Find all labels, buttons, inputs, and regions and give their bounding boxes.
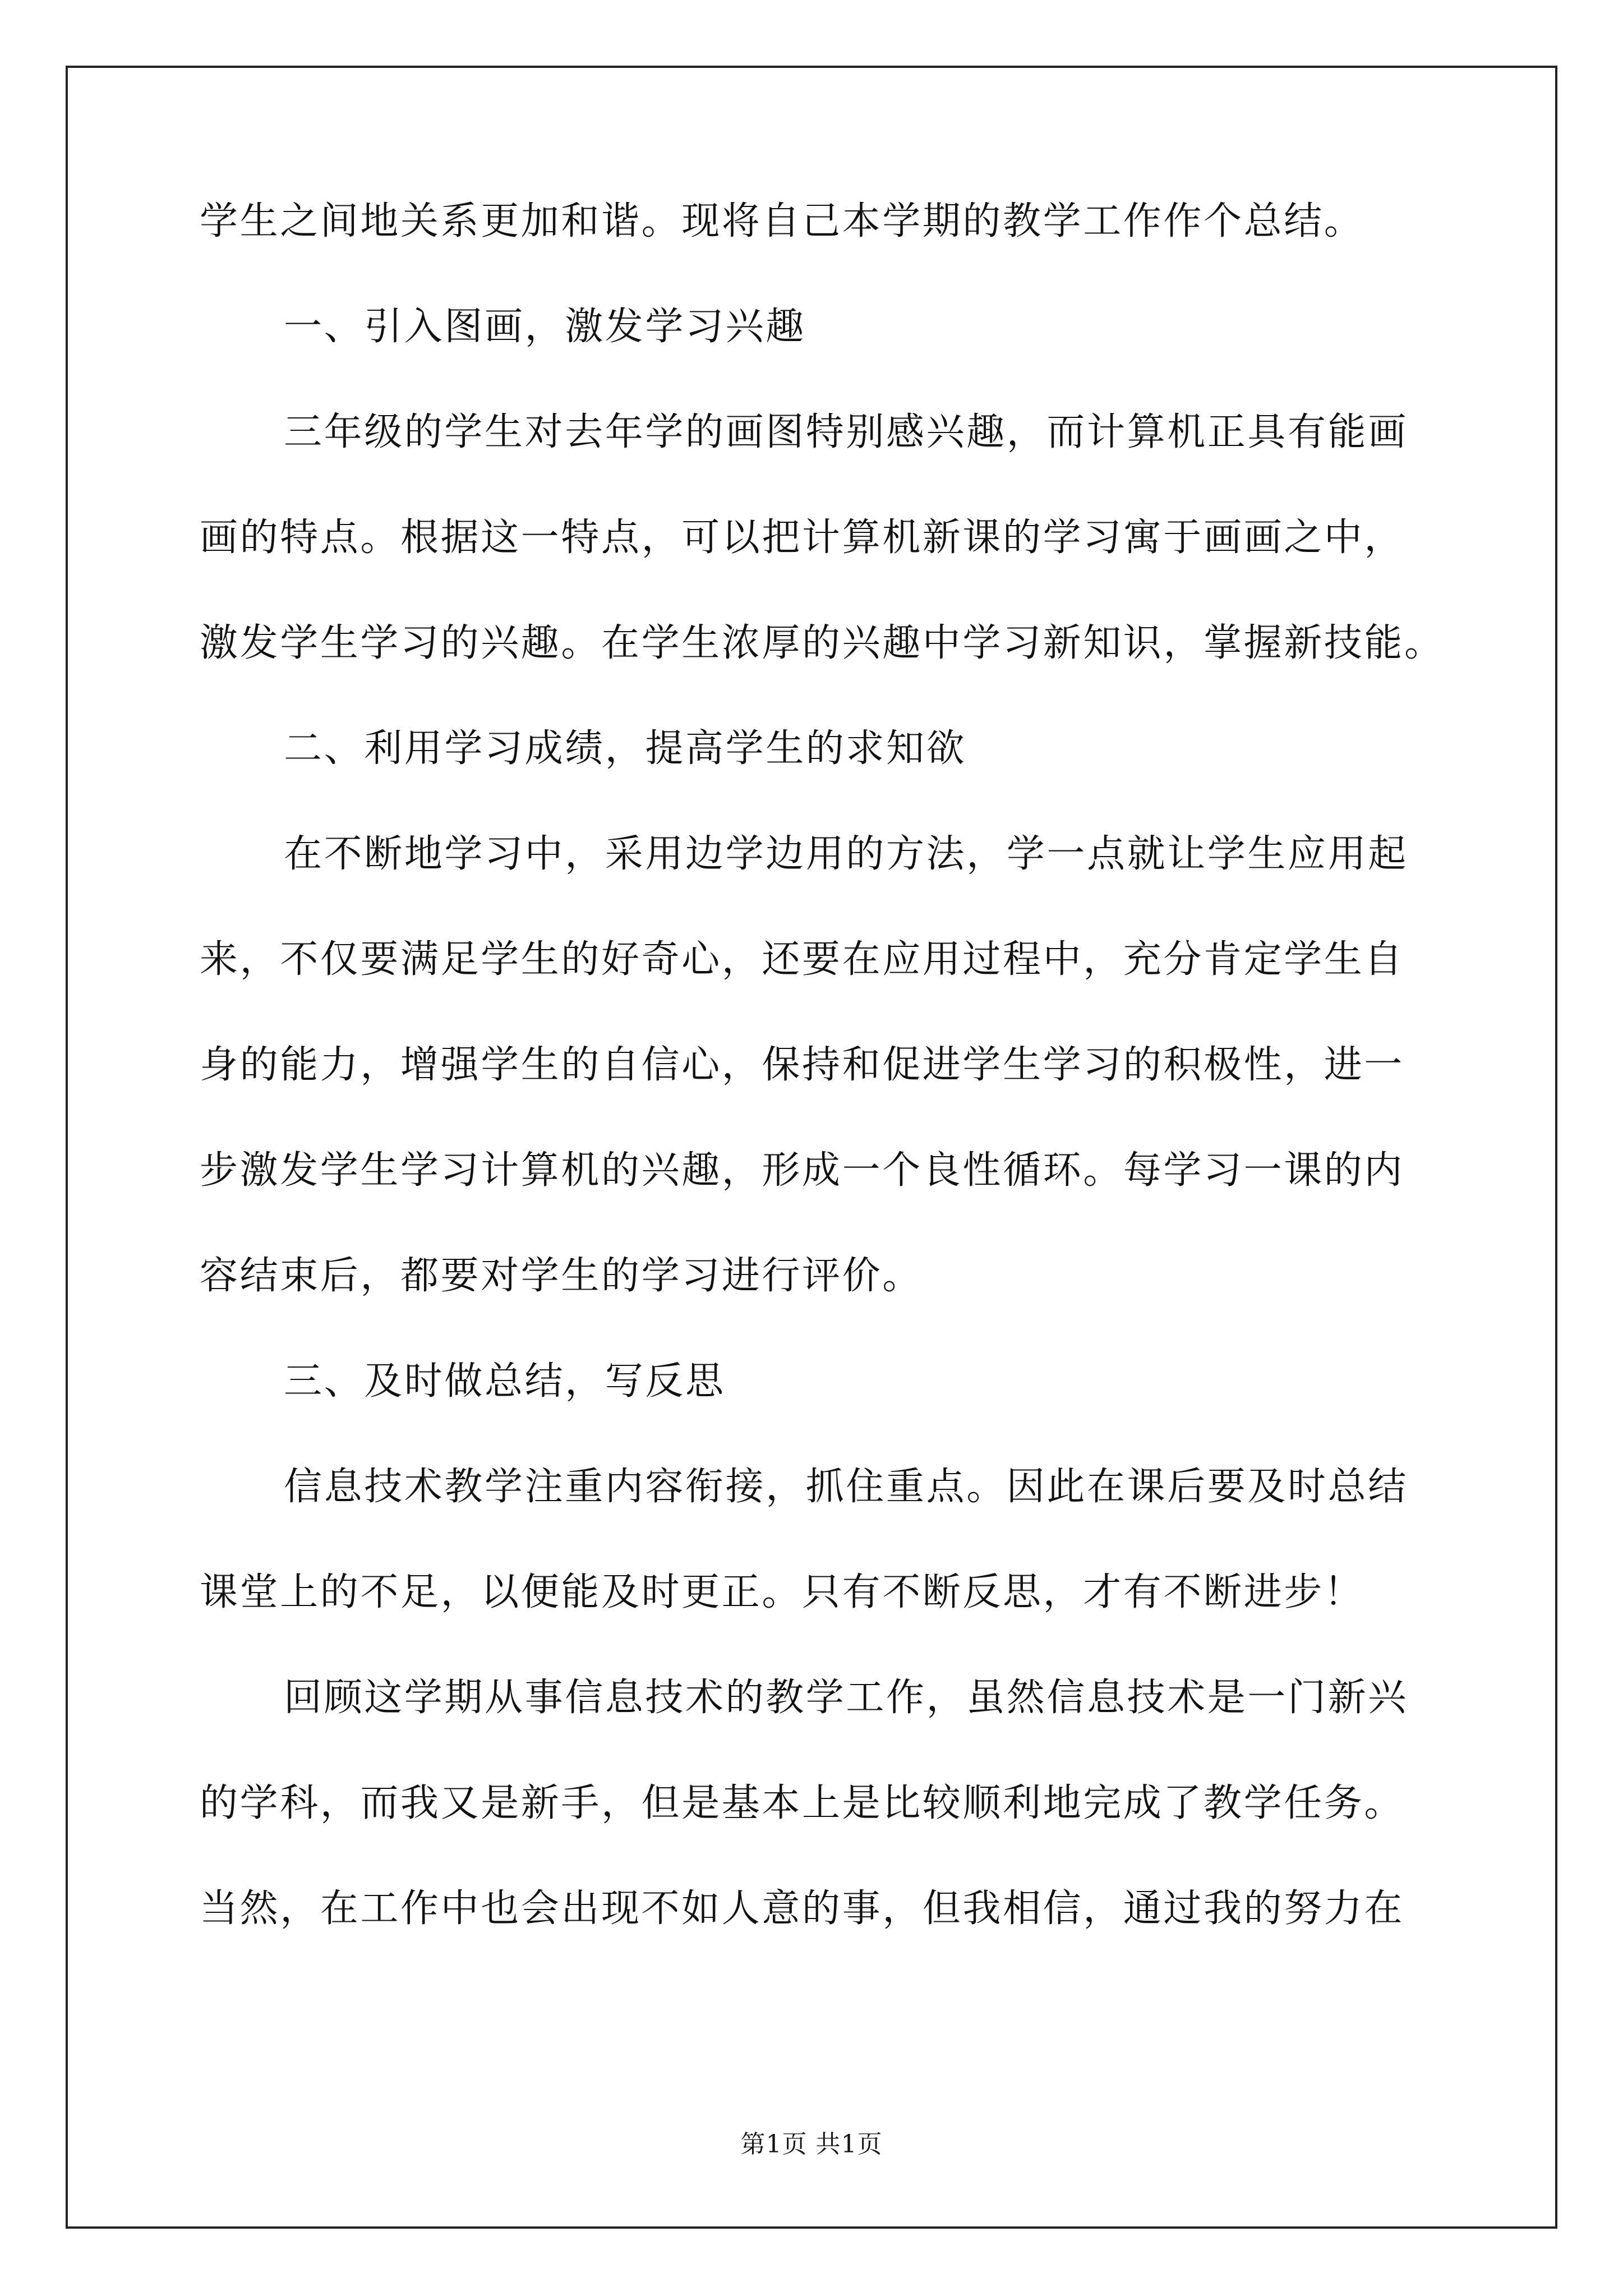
text-line: 学生之间地关系更加和谐。现将自己本学期的教学工作作个总结。 bbox=[200, 199, 1364, 243]
text-line: 来，不仅要满足学生的好奇心，还要在应用过程中，充分肯定学生自 bbox=[200, 937, 1405, 982]
text-line: 画的特点。根据这一特点，可以把计算机新课的学习寓于画画之中， bbox=[200, 516, 1405, 560]
section-heading: 二、利用学习成绩，提高学生的求知欲 bbox=[284, 726, 967, 771]
text-line: 课堂上的不足，以便能及时更正。只有不断反思，才有不断进步！ bbox=[200, 1570, 1364, 1614]
text-line: 身的能力，增强学生的自信心，保持和促进学生学习的积极性，进一 bbox=[200, 1043, 1405, 1087]
text-line: 回顾这学期从事信息技术的教学工作，虽然信息技术是一门新兴 bbox=[284, 1676, 1408, 1720]
text-line: 激发学生学习的兴趣。在学生浓厚的兴趣中学习新知识，掌握新技能。 bbox=[200, 621, 1445, 665]
section-heading: 一、引入图画，激发学习兴趣 bbox=[284, 305, 806, 349]
section-heading: 三、及时做总结，写反思 bbox=[284, 1359, 726, 1404]
text-line: 当然，在工作中也会出现不如人意的事，但我相信，通过我的努力在 bbox=[200, 1887, 1405, 1931]
text-line: 信息技术教学注重内容衔接，抓住重点。因此在课后要及时总结 bbox=[284, 1465, 1408, 1509]
text-line: 的学科，而我又是新手，但是基本上是比较顺利地完成了教学任务。 bbox=[200, 1781, 1405, 1825]
page-number-footer: 第1页 共1页 bbox=[740, 2130, 883, 2159]
text-line: 在不断地学习中，采用边学边用的方法，学一点就让学生应用起 bbox=[284, 832, 1408, 876]
text-line: 步激发学生学习计算机的兴趣，形成一个良性循环。每学习一课的内 bbox=[200, 1148, 1405, 1193]
text-line: 容结束后，都要对学生的学习进行评价。 bbox=[200, 1254, 923, 1298]
text-line: 三年级的学生对去年学的画图特别感兴趣，而计算机正具有能画 bbox=[284, 410, 1408, 454]
